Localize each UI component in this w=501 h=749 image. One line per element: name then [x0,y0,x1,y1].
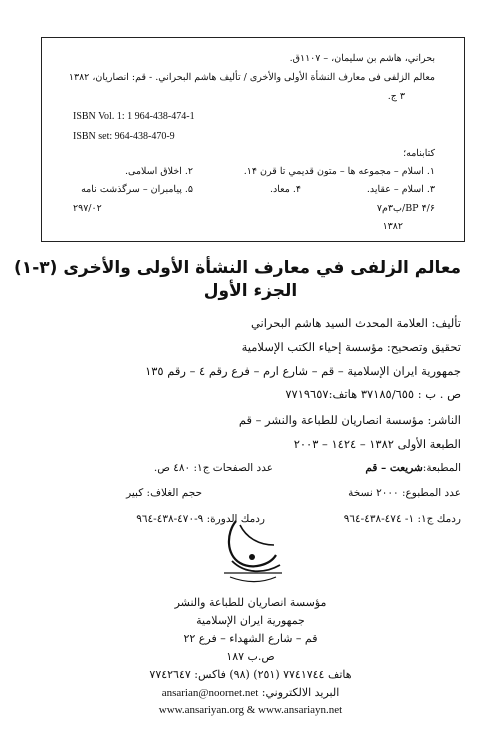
catalog-subject-4: ۴. معاد. [270,184,301,195]
institute-pobox-phone: ص . ب : ٣٧١٨٥/٦٥٥ هاتف:٧٧١٩٦٥٧ [285,387,461,401]
publisher-phones: هاتف ٧٧٤١٧٤٤ (٢٥١) (٩٨) فاكس: ٧٧٤٢٦٤٧ [149,668,352,681]
cover-size: حجم الغلاف: كبير [126,487,202,499]
copies-count: عدد المطبوع: ٢٠٠٠ نسخة [348,487,461,499]
catalog-subject-2: ۲. اخلاق اسلامى. [124,166,193,177]
catalog-title: معالم الزلفى فى معارف النشأة الأولى والأخرى / تأليف هاشم البحراني. - قم: انصاريان، ۱۳۸۲ [68,72,435,83]
publisher-logo [218,515,288,590]
press-value: شريعت – قم [365,462,423,474]
publisher-country: جمهورية ايران الإسلامية [196,614,305,627]
catalog-subject-5: ۵. پيامبران – سرگذشت نامه [81,184,193,195]
publisher-street: قم – شارع الشهداء – فرع ٢٢ [183,632,318,645]
catalog-class-number: BP ۴/۶/ب۳م۷ [376,203,435,214]
author-credit: تأليف: العلامة المحدث السيد هاشم البحراني [250,316,461,330]
email-link[interactable]: ansarian@noornet.net [161,687,259,699]
catalog-author: بحراني، هاشم بن سليمان، – ۱۱۰۷ق. [289,53,435,64]
institute-address: جمهورية ايران الإسلامية – قم – شارع ارم – فرع رقم ٤ – رقم ١٣٥ [145,364,461,378]
press-line [365,462,461,474]
catalog-dewey: ۲۹۷/۰۲ [73,203,102,214]
publisher-email-line [0,686,501,699]
email-label: البريد الالكتروني: [261,686,340,699]
page-count: عدد الصفحات ج١: ٤٨٠ ص. [153,462,273,474]
publisher-pobox: ص.ب ١٨٧ [226,650,275,663]
catalog-bibliography: كتابنامه؛ [403,148,435,159]
catalog-subject-1: ۱. اسلام – مجموعه ها – متون قديمي تا قرن ۱۴. [243,166,435,177]
isbn-set-arabic: ردمك الدورة: ٩-٤٧٠-٤٣٨-٩٦٤ [136,513,265,525]
catalog-isbn-set: ISBN set: 964-438-470-9 [73,131,175,142]
editor-credit: تحقيق وتصحيح: مؤسسة إحياء الكتب الإسلامية [241,340,461,354]
catalog-year: ۱۳۸۲ [382,221,403,232]
volume-title: الجزء الأول [203,281,298,301]
press-label: المطبعة: [422,462,461,474]
catalog-extent: ۳ ج. [387,91,405,102]
catalog-subject-3: ۳. اسلام – عقايد. [366,184,435,195]
book-title: معالم الزلفى في معارف النشأة الأولى والأخرى (۳-۱) [14,258,461,278]
website-links[interactable]: www.ansariyan.org & www.ansariayn.net [158,704,343,716]
catalog-isbn-vol: ISBN Vol. 1: 1 964-438-474-1 [73,111,195,122]
publisher-line: الناشر: مؤسسة انصاريان للطباعة والنشر – قم [238,413,461,427]
isbn-vol1-arabic: ردمك ج١: ١- ٤٧٤-٤٣٨-٩٦٤ [343,513,461,525]
edition-line: الطبعة الأولى ١٣٨٢ – ١٤٢٤ – ٢٠٠٣ [293,437,461,451]
publisher-name: مؤسسة انصاريان للطباعة والنشر [174,596,327,609]
